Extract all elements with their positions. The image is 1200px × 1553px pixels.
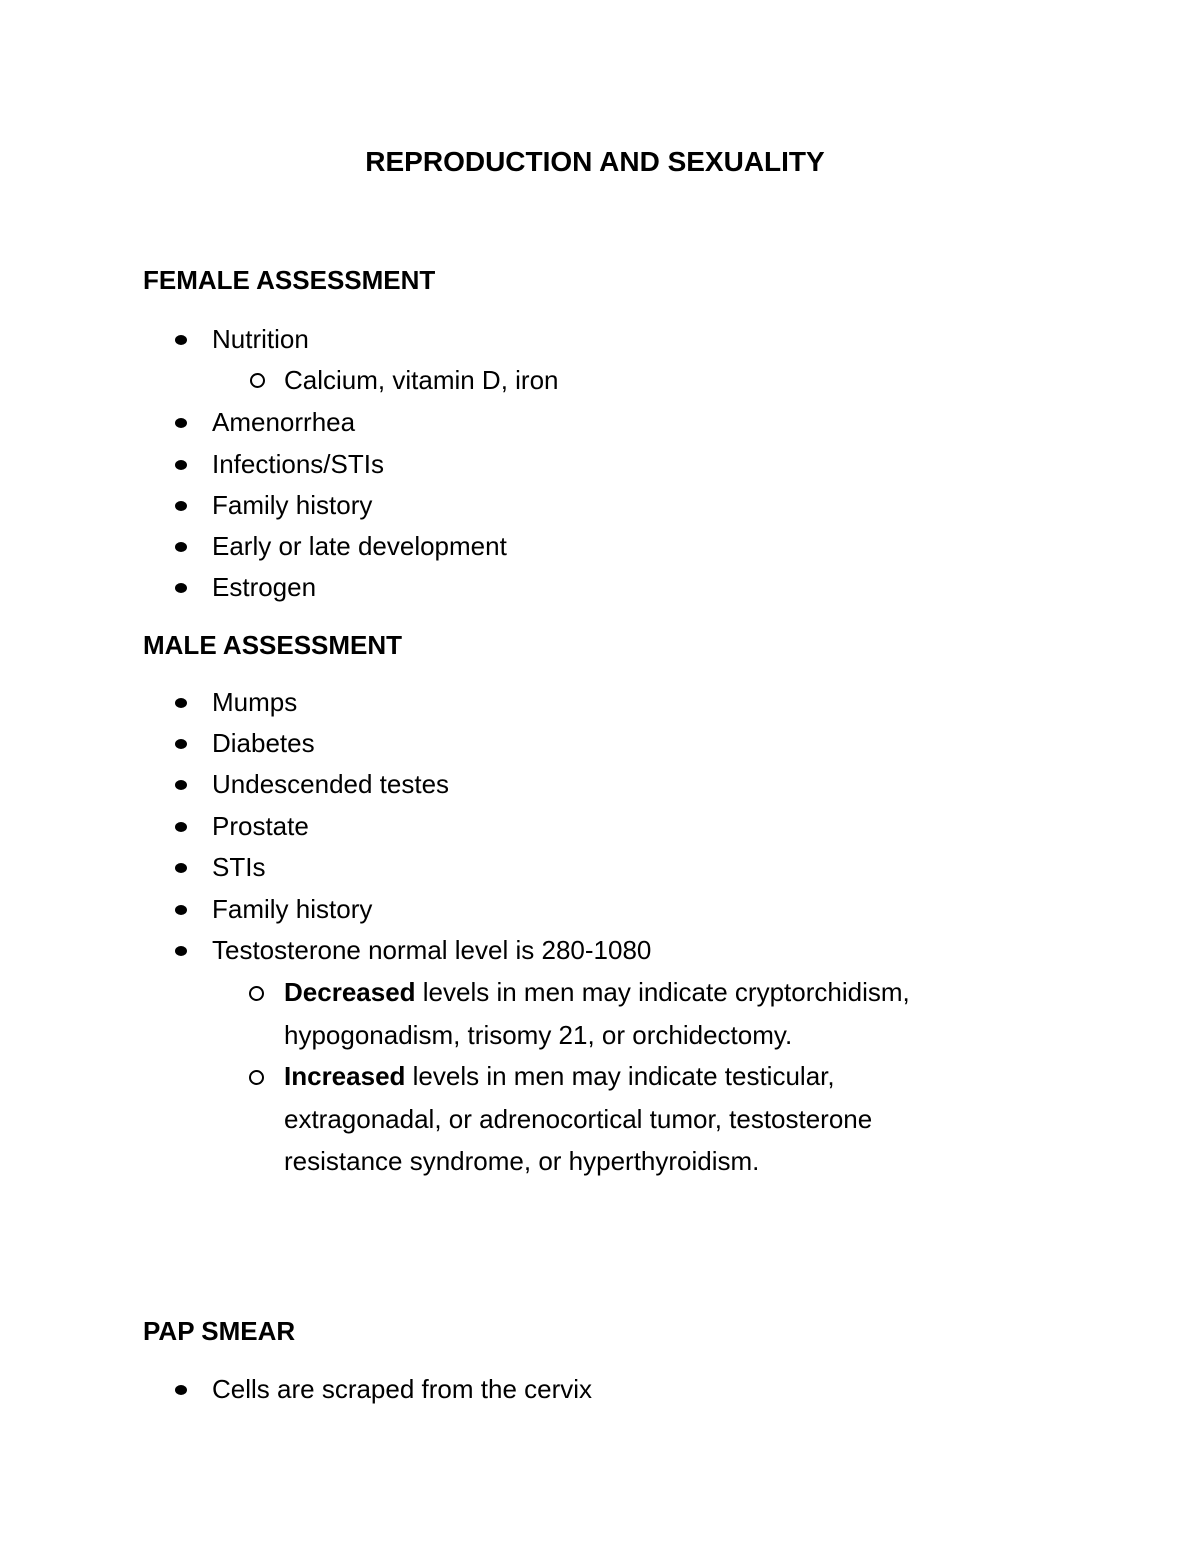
bullet-icon bbox=[175, 418, 187, 428]
bullet-icon bbox=[175, 501, 187, 511]
decreased-levels-line-2: hypogonadism, trisomy 21, or orchidectomy. bbox=[284, 1020, 793, 1050]
decreased-label: Decreased bbox=[284, 977, 416, 1007]
increased-levels-line-1 bbox=[284, 1061, 835, 1092]
bullet-icon bbox=[175, 905, 187, 915]
increased-text: levels in men may indicate testicular, bbox=[405, 1061, 835, 1091]
male-assessment-heading: MALE ASSESSMENT bbox=[143, 630, 403, 660]
bullet-icon bbox=[175, 542, 187, 552]
nutrition-subitem: Calcium, vitamin D, iron bbox=[284, 365, 559, 395]
bullet-icon bbox=[175, 460, 187, 470]
decreased-text: levels in men may indicate cryptorchidism, bbox=[415, 977, 910, 1007]
bullet-icon bbox=[175, 780, 187, 790]
female-item-development: Early or late development bbox=[212, 531, 507, 561]
bullet-icon bbox=[175, 822, 187, 832]
male-item-diabetes: Diabetes bbox=[212, 728, 315, 758]
female-item-nutrition: Nutrition bbox=[212, 324, 309, 354]
bullet-icon bbox=[175, 335, 187, 345]
increased-levels-line-2: extragonadal, or adrenocortical tumor, testosterone bbox=[284, 1104, 873, 1134]
bullet-icon bbox=[175, 739, 187, 749]
hollow-bullet-icon bbox=[250, 373, 265, 388]
female-item-family-history: Family history bbox=[212, 490, 373, 520]
female-item-amenorrhea: Amenorrhea bbox=[212, 407, 356, 437]
document-title: REPRODUCTION AND SEXUALITY bbox=[365, 146, 825, 177]
hollow-bullet-icon bbox=[249, 986, 264, 1001]
male-item-testosterone: Testosterone normal level is 280-1080 bbox=[212, 935, 652, 965]
female-assessment-heading: FEMALE ASSESSMENT bbox=[143, 265, 436, 295]
male-item-family-history: Family history bbox=[212, 894, 373, 924]
pap-item-cells: Cells are scraped from the cervix bbox=[212, 1374, 593, 1404]
male-item-prostate: Prostate bbox=[212, 811, 309, 841]
male-item-mumps: Mumps bbox=[212, 687, 298, 717]
bullet-icon bbox=[175, 698, 187, 708]
pap-smear-heading: PAP SMEAR bbox=[143, 1316, 296, 1346]
bullet-icon bbox=[175, 946, 187, 956]
hollow-bullet-icon bbox=[249, 1070, 264, 1085]
bullet-icon bbox=[175, 1385, 187, 1395]
female-item-infections: Infections/STIs bbox=[212, 449, 384, 479]
increased-label: Increased bbox=[284, 1061, 406, 1091]
bullet-icon bbox=[175, 863, 187, 873]
male-item-stis: STIs bbox=[212, 852, 266, 882]
increased-levels-line-3: resistance syndrome, or hyperthyroidism. bbox=[284, 1146, 760, 1176]
bullet-icon bbox=[175, 583, 187, 593]
decreased-levels-line-1 bbox=[284, 977, 910, 1008]
male-item-undescended-testes: Undescended testes bbox=[212, 769, 450, 799]
female-item-estrogen: Estrogen bbox=[212, 572, 317, 602]
